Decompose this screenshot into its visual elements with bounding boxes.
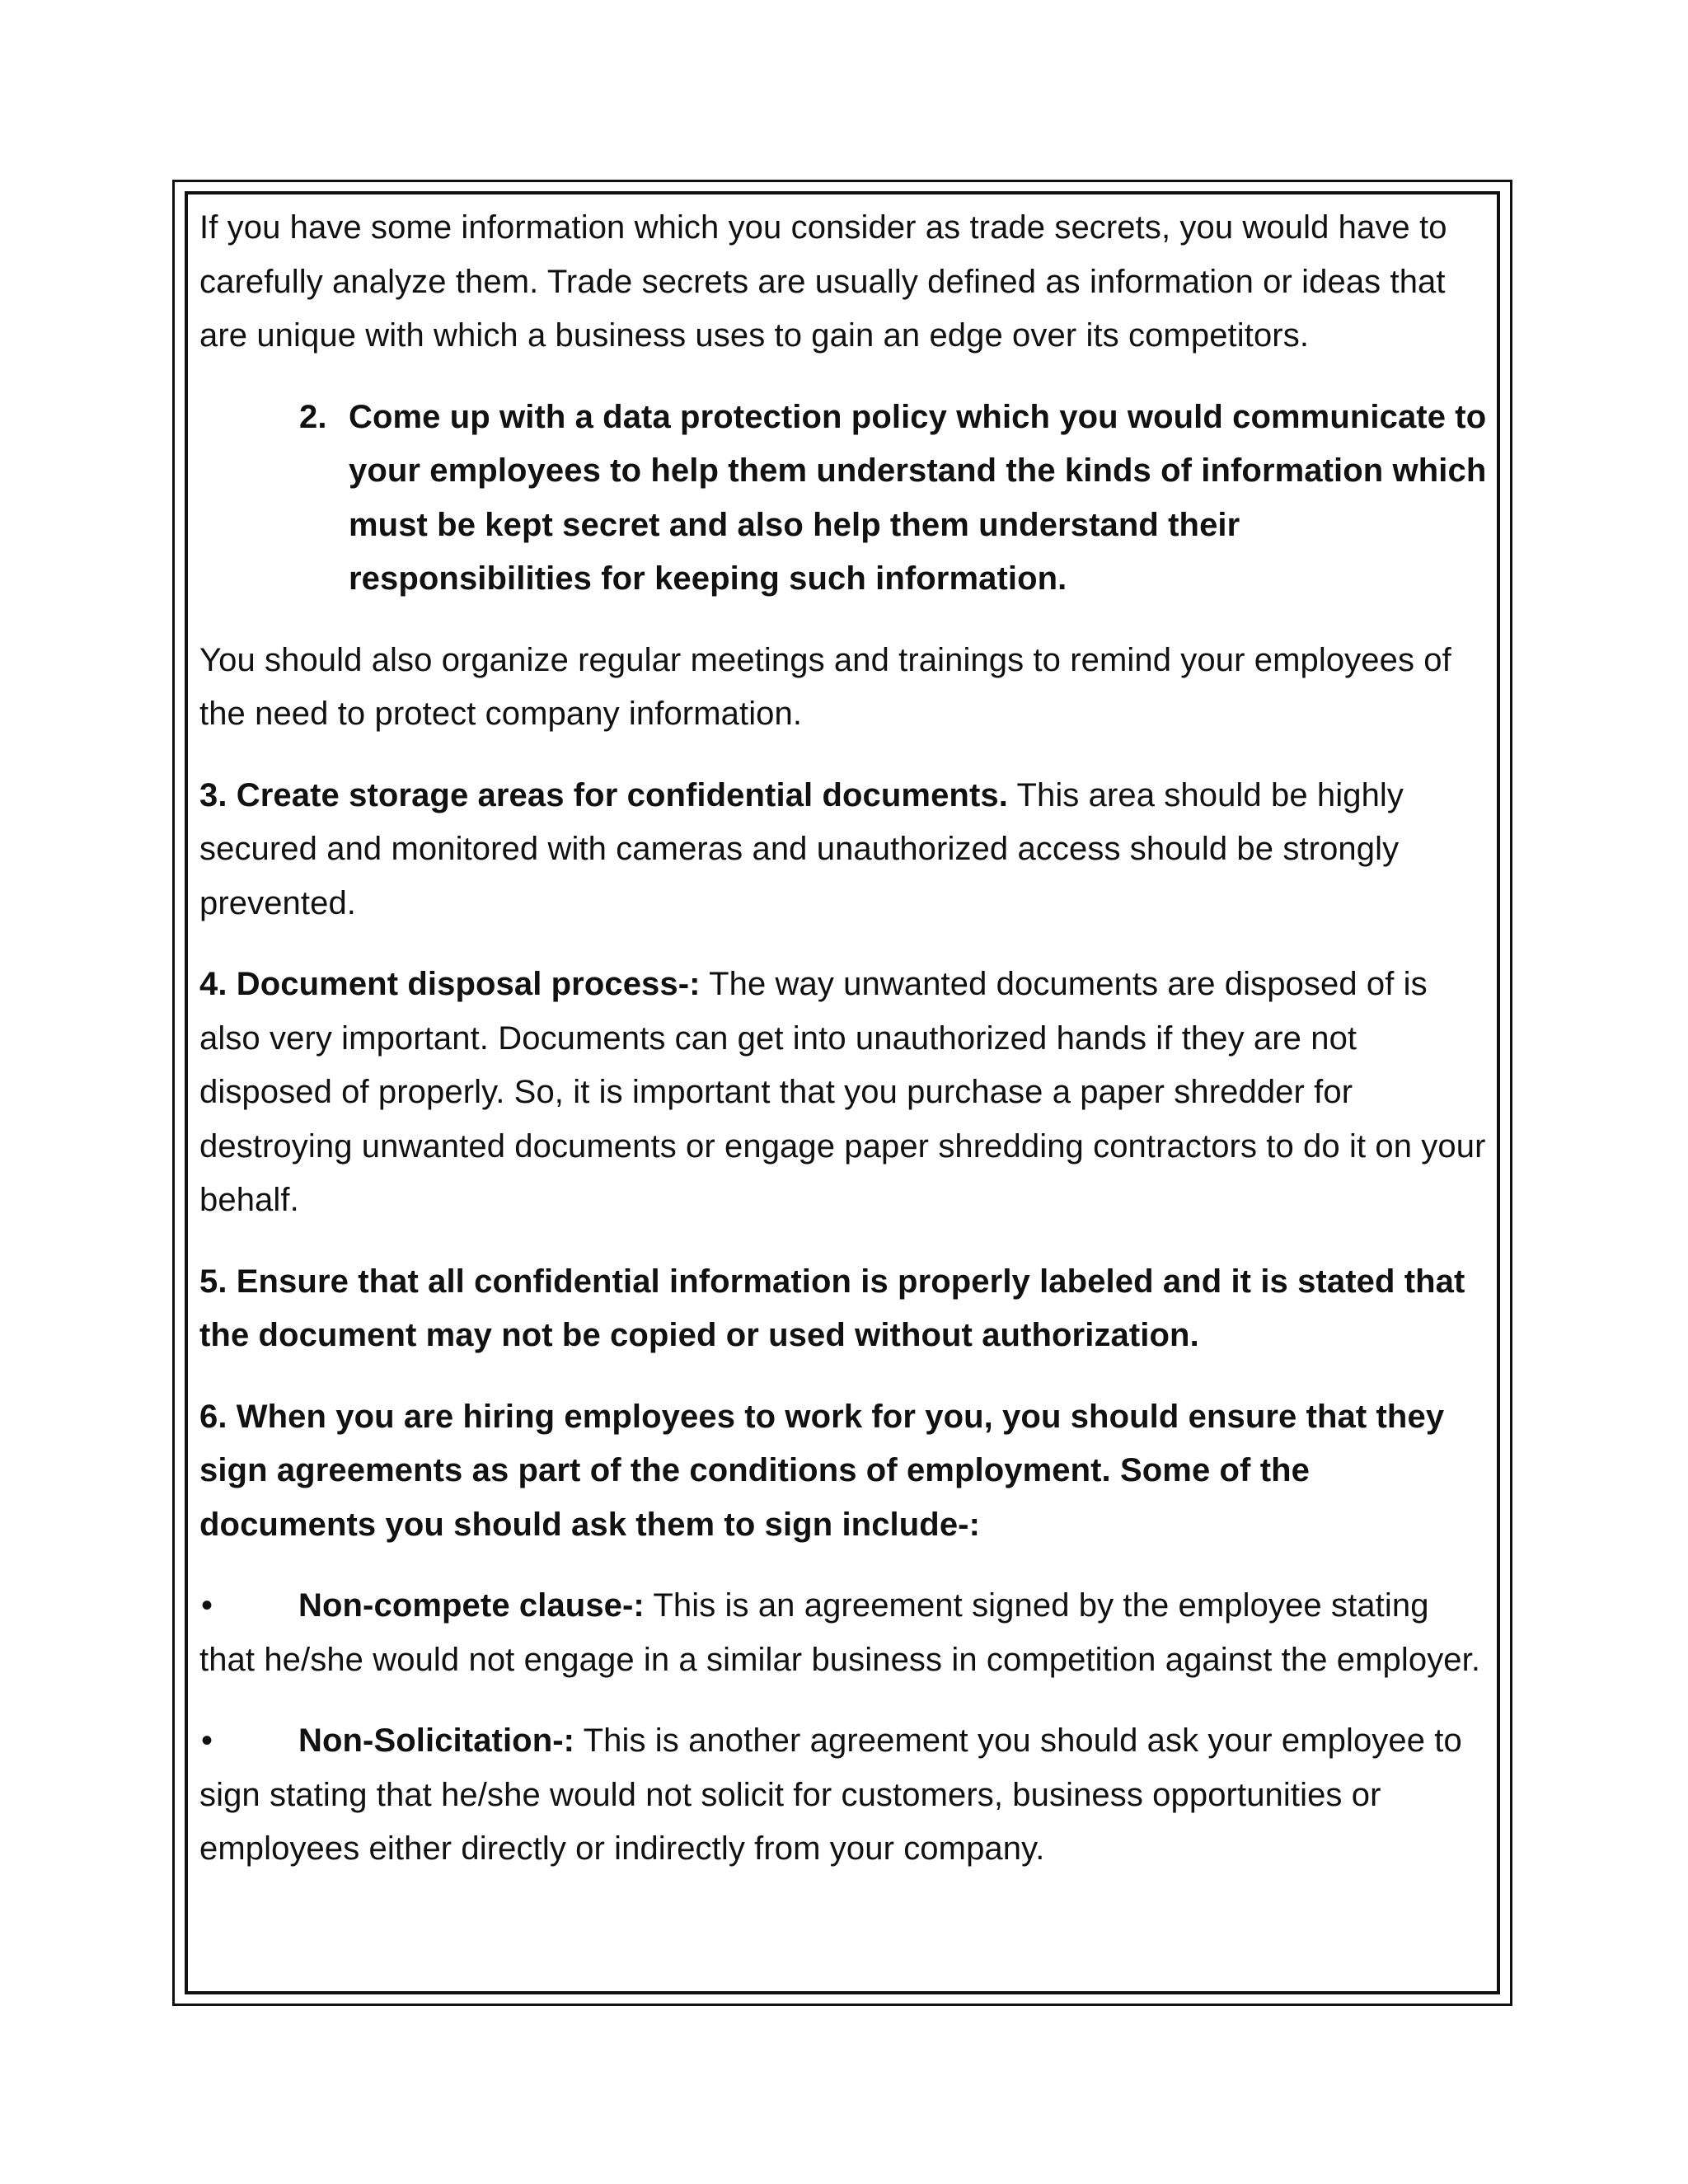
- item-2-paragraph: [299, 391, 1487, 607]
- bullet-non-solicitation-body: [199, 1714, 1487, 1877]
- bullet-icon: •: [201, 1722, 213, 1759]
- item-3-text: This area should be highly secured and monitored with cameras and unauthorized access should be strongly prevented.: [199, 776, 1404, 921]
- bullet-non-solicitation: [199, 1714, 1487, 1877]
- item-2-number: 2.: [299, 398, 327, 435]
- meetings-paragraph: You should also organize regular meetings and trainings to remind your employees of the need to protect company information.: [199, 641, 1451, 732]
- item-2-text: Come up with a data protection policy which you would communicate to your employees to help them understand the kinds of information which must be kept secret and also help them understand their responsibilities for keeping such information.: [349, 398, 1487, 597]
- item-3-heading: 3. Create storage areas for confidential documents.: [199, 776, 1008, 813]
- bullet-non-compete-body: [199, 1579, 1487, 1687]
- bullet-non-compete-text: This is an agreement signed by the employee stating that he/she would not engage in a similar business in competition against the employer.: [199, 1587, 1481, 1678]
- item-5-paragraph: [199, 1255, 1487, 1363]
- item-4-heading: 4. Document disposal process-:: [199, 966, 701, 1002]
- item-4-paragraph: [199, 958, 1487, 1228]
- bullet-non-compete: [199, 1579, 1487, 1687]
- bullet-icon: •: [201, 1587, 213, 1624]
- bullet-non-compete-heading: Non-compete clause-:: [298, 1587, 645, 1624]
- item-3-paragraph: [199, 769, 1487, 931]
- item-5-text: 5. Ensure that all confidential information is properly labeled and it is stated that the document may not be copied or used without authorization.: [199, 1263, 1465, 1353]
- bullet-non-solicitation-text: This is another agreement you should ask your employee to sign stating that he/she would not solicit for customers, business opportunities or employees either directly or indirectly from your company.: [199, 1722, 1462, 1867]
- document-content-box: [185, 191, 1500, 1994]
- item-4-text: The way unwanted documents are disposed of is also very important. Documents can get into unauthorized hands if they are not disposed of properly. So, it is important that you purchase a paper shredder for destroying unwanted documents or engage paper shredding contractors to do it on your behalf.: [199, 966, 1486, 1218]
- intro-paragraph: If you have some information which you consider as trade secrets, you would have to carefully analyze them. Trade secrets are usually defined as information or ideas that are unique with which a business uses to gain an edge over its competitors.: [199, 209, 1447, 354]
- item-6-paragraph: [199, 1390, 1487, 1553]
- bullet-non-solicitation-heading: Non-Solicitation-:: [298, 1722, 575, 1759]
- item-6-text: 6. When you are hiring employees to work for you, you should ensure that they sign agreements as part of the conditions of employment. Some of the documents you should ask them to sign include-:: [199, 1398, 1445, 1543]
